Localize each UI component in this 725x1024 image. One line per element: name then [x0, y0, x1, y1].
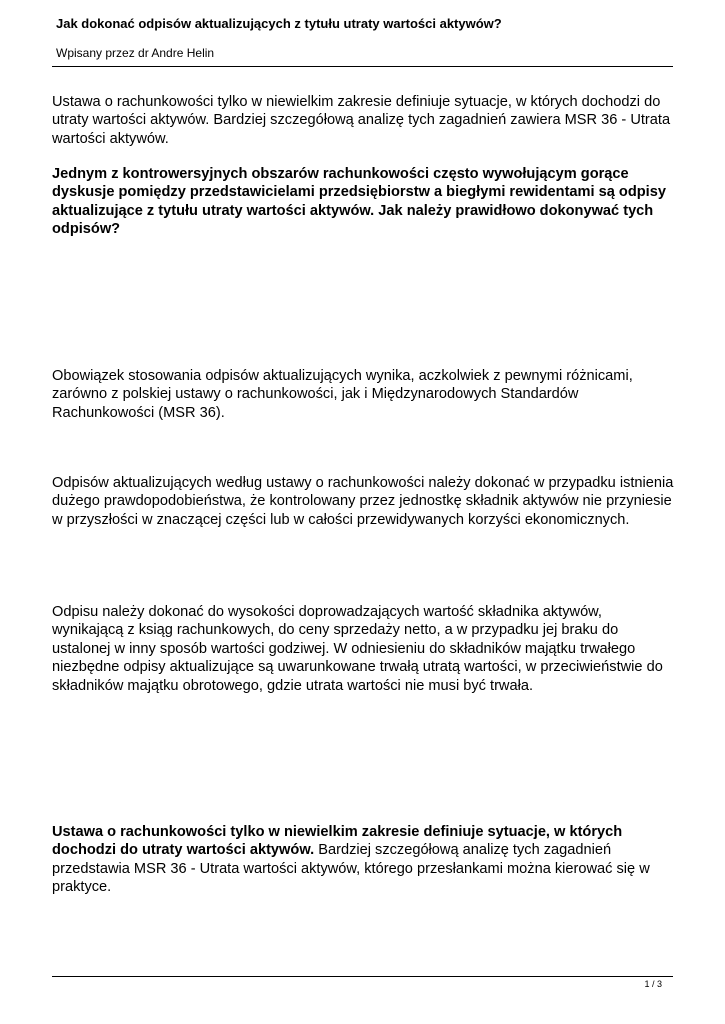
- page-number: 1 / 3: [644, 979, 662, 989]
- paragraph-amount: [52, 603, 676, 695]
- paragraph-conditions: Odpisów aktualizujących według ustawy o rachunkowości należy dokonać w przypadku istnienia dużego prawdopodobieństwa, że kontrolowany przez jednostkę składnik aktywów nie przyniesie w przyszłości w znaczącej części lub w całości przewidywanych korzyści ekonomicznych.: [52, 475, 674, 528]
- paragraph-lead-bold: Jednym z kontrowersyjnych obszarów rachunkowości często wywołującym gorące dyskusje pomiędzy przedstawicielami przedsiębiorstw a biegłymi rewidentami są odpisy aktualizujące z tytułu utraty wartości aktywów. Jak należy prawidłowo dokonywać tych odpisów?: [52, 166, 666, 238]
- document-title: Jak dokonać odpisów aktualizujących z tytułu utraty wartości aktywów?: [56, 16, 502, 31]
- paragraph-summary-bold: Ustawa o rachunkowości tylko w niewielkim zakresie definiuje sytuacje, w których dochodzi do utraty wartości aktywów.: [52, 824, 623, 859]
- footer-divider: [52, 976, 673, 977]
- author-line: Wpisany przez dr Andre Helin: [56, 46, 215, 60]
- paragraph-obligation: Obowiązek stosowania odpisów aktualizujących wynika, aczkolwiek z pewnymi różnicami, zarówno z polskiej ustawy o rachunkowości, jak i Międzynarodowych Standardów Rachunkowości (MSR 36).: [52, 368, 633, 421]
- header-divider: [52, 66, 673, 67]
- paragraph-summary: [52, 823, 676, 897]
- paragraph-amount-text: Odpisu należy dokonać do wysokości doprowadzających wartość składnika aktywów, wynikającą z ksiąg rachunkowych, do ceny sprzedaży netto, a w przypadku jej braku do ustalonej w inny sposób wartości godziwej. W odniesieniu do składników majątku trwałego niezbędne odpisy aktualizujące są uwarunkowane trwałą utratą wartości, w przeciwieństwie do składników majątku obrotowego, gdzie utrata wartości nie musi być trwała.: [52, 604, 663, 694]
- paragraph-intro: Ustawa o rachunkowości tylko w niewielkim zakresie definiuje sytuacje, w których dochodzi do utraty wartości aktywów. Bardziej szczegółową analizę tych zagadnień zawiera MSR 36 - Utrata wartości aktywów.: [52, 94, 671, 147]
- paragraph-summary-rest: Bardziej szczegółową analizę tych zagadnień przedstawia MSR 36 - Utrata wartości aktywów, którego przesłankami można kierować się w praktyce.: [52, 842, 650, 896]
